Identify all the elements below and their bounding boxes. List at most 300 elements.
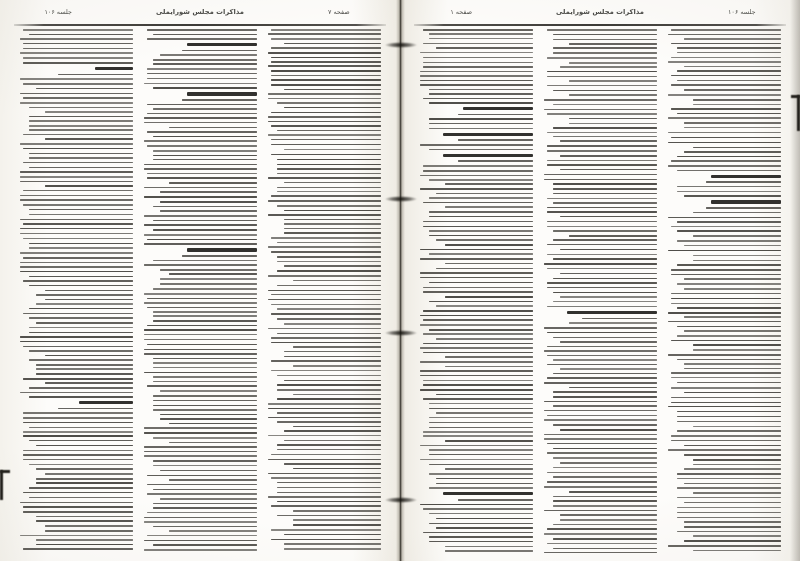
section-heading <box>711 200 781 203</box>
text-line <box>553 292 657 294</box>
text-line <box>553 424 657 426</box>
text-line <box>569 118 657 120</box>
text-line <box>547 332 657 334</box>
text-line <box>684 127 781 129</box>
text-line <box>29 308 133 310</box>
left-col-1 <box>14 29 138 553</box>
text-line <box>429 282 533 284</box>
section-heading <box>187 43 257 46</box>
right-page-header <box>418 8 782 24</box>
text-line <box>268 459 381 461</box>
text-line <box>29 153 133 155</box>
text-line <box>284 219 381 221</box>
text-line <box>36 520 133 522</box>
text-line <box>423 435 533 437</box>
text-line <box>293 280 381 282</box>
text-line <box>153 136 257 138</box>
text-line <box>569 43 657 45</box>
text-line <box>423 226 533 228</box>
text-line <box>547 282 657 284</box>
text-line <box>547 164 657 166</box>
text-line <box>458 139 533 141</box>
text-line <box>553 500 657 502</box>
text-line <box>277 270 381 272</box>
text-line <box>153 409 257 411</box>
text-line <box>423 333 533 335</box>
text-line <box>169 127 257 129</box>
text-line <box>153 260 257 262</box>
text-line <box>271 47 381 49</box>
text-line <box>284 43 381 45</box>
text-line <box>560 169 657 171</box>
text-line <box>671 340 781 342</box>
text-line <box>160 414 257 416</box>
text-line <box>153 381 257 383</box>
text-line <box>160 283 257 285</box>
text-line <box>684 66 781 68</box>
text-line <box>271 337 381 339</box>
text-line <box>147 484 257 486</box>
text-line <box>23 62 133 64</box>
text-line <box>271 237 381 239</box>
text-line <box>560 155 657 157</box>
text-line <box>153 503 257 505</box>
text-line <box>277 318 381 320</box>
text-line <box>147 104 257 106</box>
text-line <box>160 418 257 420</box>
text-line <box>29 387 133 389</box>
text-line <box>420 272 533 274</box>
text-line <box>144 302 257 304</box>
text-line <box>284 543 381 545</box>
text-line <box>160 390 257 392</box>
text-line <box>277 487 381 489</box>
text-line <box>144 187 257 189</box>
text-line <box>436 268 533 270</box>
text-line <box>553 405 657 407</box>
text-line <box>153 358 257 360</box>
text-line <box>420 315 533 317</box>
text-line <box>671 298 781 300</box>
text-line <box>271 29 381 31</box>
text-line <box>23 459 133 461</box>
text-line <box>458 160 533 162</box>
section-heading <box>187 92 257 95</box>
text-line <box>547 29 657 31</box>
text-line <box>293 519 381 521</box>
text-line <box>423 508 533 510</box>
text-line <box>706 181 781 183</box>
text-line <box>553 505 657 507</box>
text-line <box>277 256 381 258</box>
text-line <box>277 449 381 451</box>
text-line <box>668 449 781 451</box>
text-line <box>671 43 781 45</box>
text-line <box>429 449 533 451</box>
text-line <box>277 389 381 391</box>
text-line <box>268 177 381 179</box>
text-line <box>668 406 781 408</box>
text-line <box>423 29 533 31</box>
text-line <box>144 293 257 295</box>
text-line <box>560 341 657 343</box>
text-line <box>547 226 657 228</box>
text-line <box>569 123 657 125</box>
text-line <box>684 330 781 332</box>
text-line <box>671 75 781 77</box>
text-line <box>20 199 133 201</box>
text-line <box>544 350 657 352</box>
text-line <box>429 301 533 303</box>
text-line <box>684 278 781 280</box>
text-line <box>420 324 533 326</box>
text-line <box>693 550 781 552</box>
text-line <box>569 491 657 493</box>
text-line <box>23 378 133 380</box>
text-line <box>547 287 657 289</box>
text-line <box>144 215 257 217</box>
text-line <box>671 303 781 305</box>
text-line <box>677 113 781 115</box>
text-line <box>677 421 781 423</box>
text-line <box>277 173 381 175</box>
text-line <box>153 108 257 110</box>
text-line <box>29 350 133 352</box>
section-heading <box>95 67 133 70</box>
text-line <box>144 353 257 355</box>
text-line <box>147 239 257 241</box>
text-line <box>20 341 133 343</box>
text-line <box>684 363 781 365</box>
text-line <box>560 514 657 516</box>
text-line <box>553 391 657 393</box>
text-line <box>684 521 781 523</box>
text-line <box>684 195 781 197</box>
right-page-session-label: جلسه ۱۰۶ <box>728 8 756 16</box>
text-line <box>668 34 781 36</box>
text-line <box>677 326 781 328</box>
text-line <box>268 65 381 67</box>
text-line <box>153 288 257 290</box>
text-line <box>271 139 381 141</box>
text-line <box>147 177 257 179</box>
text-line <box>684 368 781 370</box>
text-line <box>668 165 781 167</box>
text-line <box>677 283 781 285</box>
text-line <box>58 74 133 76</box>
text-line <box>144 224 257 226</box>
text-line <box>29 120 133 122</box>
right-col-3 <box>662 29 786 553</box>
text-line <box>20 535 133 537</box>
text-line <box>684 316 781 318</box>
text-line <box>147 493 257 495</box>
text-line <box>23 134 133 136</box>
text-line <box>684 483 781 485</box>
text-line <box>45 525 133 527</box>
text-line <box>582 318 657 320</box>
text-line <box>668 312 781 314</box>
text-line <box>693 99 781 101</box>
text-line <box>182 50 257 52</box>
text-line <box>671 293 781 295</box>
text-line <box>144 264 257 266</box>
text-line <box>144 140 257 142</box>
text-line <box>144 549 257 551</box>
text-line <box>671 226 781 228</box>
text-line <box>553 193 657 195</box>
text-line <box>429 33 533 35</box>
text-line <box>436 193 533 195</box>
text-line <box>445 183 533 185</box>
staple-mark <box>385 196 417 202</box>
text-line <box>153 465 257 467</box>
text-line <box>547 71 657 73</box>
text-line <box>553 239 657 241</box>
text-line <box>671 160 781 162</box>
text-line <box>445 206 533 208</box>
text-line <box>277 187 381 189</box>
text-line <box>429 523 533 525</box>
text-line <box>423 57 533 59</box>
text-line <box>147 73 257 75</box>
text-line <box>284 548 381 550</box>
text-line <box>677 240 781 242</box>
text-line <box>160 470 257 472</box>
text-line <box>684 151 781 153</box>
section-heading <box>711 175 781 178</box>
text-line <box>144 517 257 519</box>
text-line <box>553 52 657 54</box>
section-heading <box>443 154 533 157</box>
text-line <box>29 167 133 169</box>
text-line <box>293 510 381 512</box>
text-line <box>429 93 533 95</box>
text-line <box>29 317 133 319</box>
text-line <box>23 450 133 452</box>
text-line <box>693 535 781 537</box>
text-line <box>20 195 133 197</box>
text-line <box>268 408 381 410</box>
text-line <box>23 313 133 315</box>
text-line <box>182 255 257 257</box>
text-line <box>553 183 657 185</box>
text-line <box>445 468 533 470</box>
text-line <box>153 400 257 402</box>
text-line <box>144 196 257 198</box>
text-line <box>423 287 533 289</box>
text-line <box>429 253 533 255</box>
text-line <box>560 216 657 218</box>
text-line <box>271 125 381 127</box>
text-line <box>153 311 257 313</box>
text-line <box>20 102 133 104</box>
text-line <box>420 375 533 377</box>
text-line <box>547 198 657 200</box>
text-line <box>268 121 381 123</box>
text-line <box>684 502 781 504</box>
text-line <box>423 380 533 382</box>
left-page-folio: صفحه ۷ <box>328 8 350 16</box>
text-line <box>677 186 781 188</box>
text-line <box>420 52 533 54</box>
text-line <box>271 144 381 146</box>
text-line <box>553 538 657 540</box>
text-line <box>569 322 657 324</box>
text-line <box>23 454 133 456</box>
text-line <box>429 197 533 199</box>
text-line <box>284 380 381 382</box>
text-line <box>547 528 657 530</box>
text-line <box>693 492 781 494</box>
text-line <box>36 468 133 470</box>
text-line <box>268 214 381 216</box>
text-line <box>23 431 133 433</box>
text-line <box>677 156 781 158</box>
text-line <box>23 190 133 192</box>
text-line <box>277 261 381 263</box>
text-line <box>420 347 533 349</box>
text-line <box>429 149 533 151</box>
text-line <box>677 531 781 533</box>
text-line <box>429 89 533 91</box>
text-line <box>547 211 657 213</box>
text-line <box>268 299 381 301</box>
text-line <box>429 235 533 237</box>
text-line <box>423 62 533 64</box>
text-line <box>429 473 533 475</box>
text-line <box>29 107 133 109</box>
text-line <box>182 99 257 101</box>
text-line <box>29 359 133 361</box>
text-line <box>23 435 133 437</box>
text-line <box>423 221 533 223</box>
text-line <box>147 385 257 387</box>
text-line <box>169 273 257 275</box>
text-line <box>429 403 533 405</box>
text-line <box>271 70 381 72</box>
text-line <box>29 125 133 127</box>
text-line <box>20 78 133 80</box>
text-line <box>284 534 381 536</box>
text-line <box>277 242 381 244</box>
text-line <box>429 454 533 456</box>
text-line <box>429 38 533 40</box>
right-col-1 <box>414 29 538 553</box>
text-line <box>36 294 133 296</box>
text-line <box>553 34 657 36</box>
text-line <box>429 541 533 543</box>
text-line <box>458 114 533 116</box>
text-line <box>271 454 381 456</box>
text-line <box>684 392 781 394</box>
text-line <box>547 221 657 223</box>
text-line <box>271 294 381 296</box>
text-line <box>677 517 781 519</box>
text-line <box>436 478 533 480</box>
text-line <box>547 145 657 147</box>
text-line <box>684 288 781 290</box>
text-line <box>23 148 133 150</box>
text-line <box>560 140 657 142</box>
text-line <box>547 160 657 162</box>
text-line <box>277 421 381 423</box>
text-line <box>560 273 657 275</box>
text-line <box>668 117 781 119</box>
text-line <box>429 408 533 410</box>
text-line <box>36 368 133 370</box>
text-line <box>668 321 781 323</box>
text-line <box>153 489 257 491</box>
text-line <box>671 108 781 110</box>
text-line <box>36 544 133 546</box>
text-line <box>153 526 257 528</box>
text-line <box>429 513 533 515</box>
text-line <box>153 150 257 152</box>
text-line <box>36 364 133 366</box>
text-line <box>677 473 781 475</box>
text-line <box>671 435 781 437</box>
text-line <box>553 278 657 280</box>
text-line <box>677 382 781 384</box>
text-line <box>547 132 657 134</box>
text-line <box>547 443 657 445</box>
text-line <box>23 280 133 282</box>
text-line <box>271 342 381 344</box>
text-line <box>277 285 381 287</box>
text-line <box>671 57 781 59</box>
text-line <box>553 524 657 526</box>
text-line <box>671 387 781 389</box>
text-line <box>436 338 533 340</box>
text-line <box>20 252 133 254</box>
text-line <box>293 365 381 367</box>
text-line <box>147 344 257 346</box>
text-line <box>268 200 381 202</box>
text-line <box>268 134 381 136</box>
text-line <box>144 446 257 448</box>
text-line <box>144 122 257 124</box>
text-line <box>284 463 381 465</box>
left-page-running-title: مذاکرات مجلس شورایملی <box>156 8 244 16</box>
text-line <box>277 130 381 132</box>
text-line <box>23 422 133 424</box>
text-line <box>436 305 533 307</box>
text-line <box>544 510 657 512</box>
text-line <box>36 482 133 484</box>
text-line <box>684 454 781 456</box>
text-line <box>277 492 381 494</box>
text-line <box>45 382 133 384</box>
text-line <box>553 127 657 129</box>
text-line <box>147 325 257 327</box>
text-line <box>147 307 257 309</box>
text-line <box>284 210 381 212</box>
text-line <box>569 235 657 237</box>
text-line <box>169 423 257 425</box>
text-line <box>29 497 133 499</box>
text-line <box>553 188 657 190</box>
text-line <box>423 384 533 386</box>
text-line <box>420 71 533 73</box>
text-line <box>429 128 533 130</box>
text-line <box>420 249 533 251</box>
text-line <box>423 43 533 45</box>
text-line <box>547 85 657 87</box>
text-line <box>29 214 133 216</box>
text-line <box>45 299 133 301</box>
text-line <box>693 104 781 106</box>
